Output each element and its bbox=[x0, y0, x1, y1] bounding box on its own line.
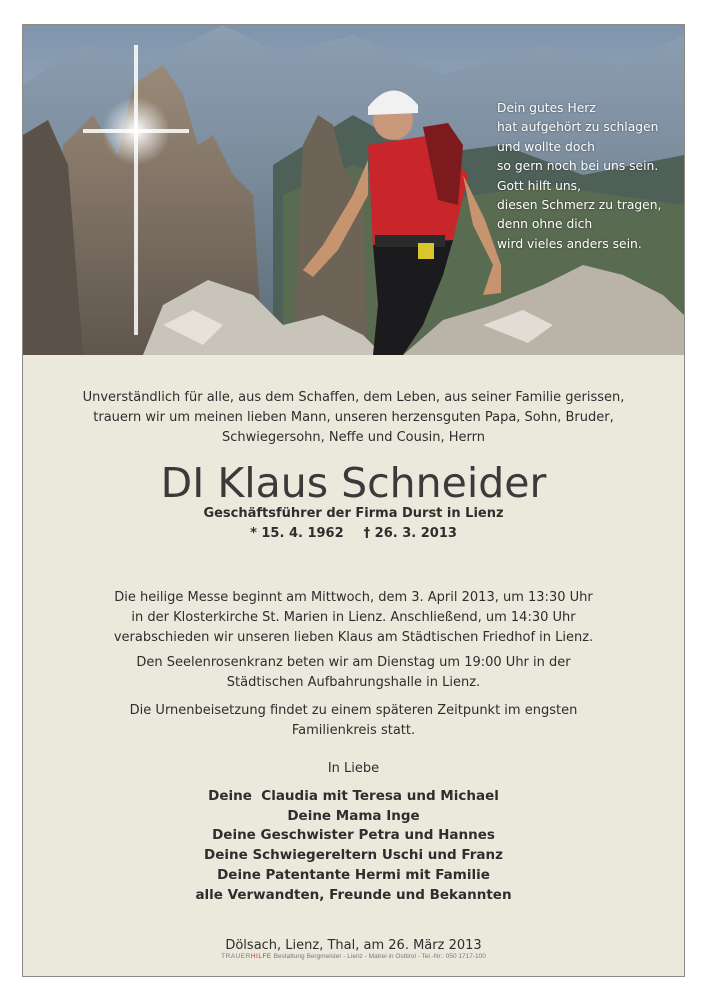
place-and-date: Dölsach, Lienz, Thal, am 26. März 2013 bbox=[225, 938, 482, 953]
deceased-role: Geschäftsführer der Firma Durst in Lienz bbox=[203, 506, 504, 521]
intro-line: Schwiegersohn, Neffe und Cousin, Herrn bbox=[221, 430, 486, 445]
deceased-name: DI Klaus Schneider bbox=[160, 459, 547, 507]
footer-text: Bestattung Bergmeister - Lienz - Matrei in Osttirol - Tel.-Nr.: 050 1717-100 bbox=[271, 953, 486, 960]
verse-line: hat aufgehört zu schlagen bbox=[497, 120, 659, 135]
rosary-paragraph bbox=[23, 653, 684, 693]
verse-line: diesen Schmerz zu tragen, bbox=[497, 198, 662, 213]
verse-line: denn ohne dich bbox=[497, 217, 593, 232]
death-date: † 26. 3. 2013 bbox=[363, 526, 457, 541]
intro-line: Unverständlich für alle, aus dem Schaffen, dem Leben, aus seiner Familie gerissen, bbox=[82, 390, 625, 405]
obituary-card bbox=[22, 24, 685, 977]
urn-line: Die Urnenbeisetzung findet zu einem späteren Zeitpunkt im engsten bbox=[129, 703, 578, 718]
mourner-line: Deine Geschwister Petra und Hannes bbox=[212, 827, 495, 844]
mourner-line: Deine Patentante Hermi mit Familie bbox=[217, 866, 490, 883]
mass-line: verabschieden wir unseren lieben Klaus am Städtischen Friedhof in Lienz. bbox=[113, 630, 594, 645]
verse-line: wird vieles anders sein. bbox=[497, 236, 642, 251]
footer-brand: TRAUER bbox=[221, 953, 251, 960]
memorial-verse bbox=[497, 99, 684, 254]
verse-line: Gott hilft uns, bbox=[497, 178, 581, 193]
verse-line: Dein gutes Herz bbox=[497, 101, 596, 115]
mourner-line: alle Verwandten, Freunde und Bekannten bbox=[195, 886, 512, 903]
verse-line: so gern noch bei uns sein. bbox=[497, 159, 659, 174]
intro-paragraph bbox=[23, 388, 684, 448]
mourners-list bbox=[23, 787, 684, 905]
urn-line: Familienkreis statt. bbox=[291, 723, 416, 738]
urn-paragraph bbox=[23, 701, 684, 741]
rosary-line: Städtischen Aufbahrungshalle in Lienz. bbox=[226, 675, 481, 690]
funeral-home-footer bbox=[23, 953, 684, 960]
mass-paragraph bbox=[23, 588, 684, 648]
intro-line: trauern wir um meinen lieben Mann, unseren herzensguten Papa, Sohn, Bruder, bbox=[93, 410, 614, 425]
mass-line: Die heilige Messe beginnt am Mittwoch, dem 3. April 2013, um 13:30 Uhr bbox=[114, 590, 593, 605]
verse-line: und wollte doch bbox=[497, 139, 595, 154]
mourner-line: Deine Schwiegereltern Uschi und Franz bbox=[203, 847, 503, 864]
life-dates bbox=[23, 526, 684, 541]
mourner-line: Deine Claudia mit Teresa und Michael bbox=[208, 788, 499, 804]
birth-date: * 15. 4. 1962 bbox=[250, 526, 344, 541]
in-love-heading: In Liebe bbox=[327, 761, 380, 776]
rosary-line: Den Seelenrosenkranz beten wir am Dienstag um 19:00 Uhr in der bbox=[136, 655, 571, 670]
mass-line: in der Klosterkirche St. Marien in Lienz. Anschließend, um 14:30 Uhr bbox=[131, 610, 576, 625]
mountain-photo bbox=[23, 25, 684, 355]
footer-brand-accent: HILFE bbox=[250, 953, 272, 960]
mourner-line: Deine Mama Inge bbox=[287, 807, 420, 824]
